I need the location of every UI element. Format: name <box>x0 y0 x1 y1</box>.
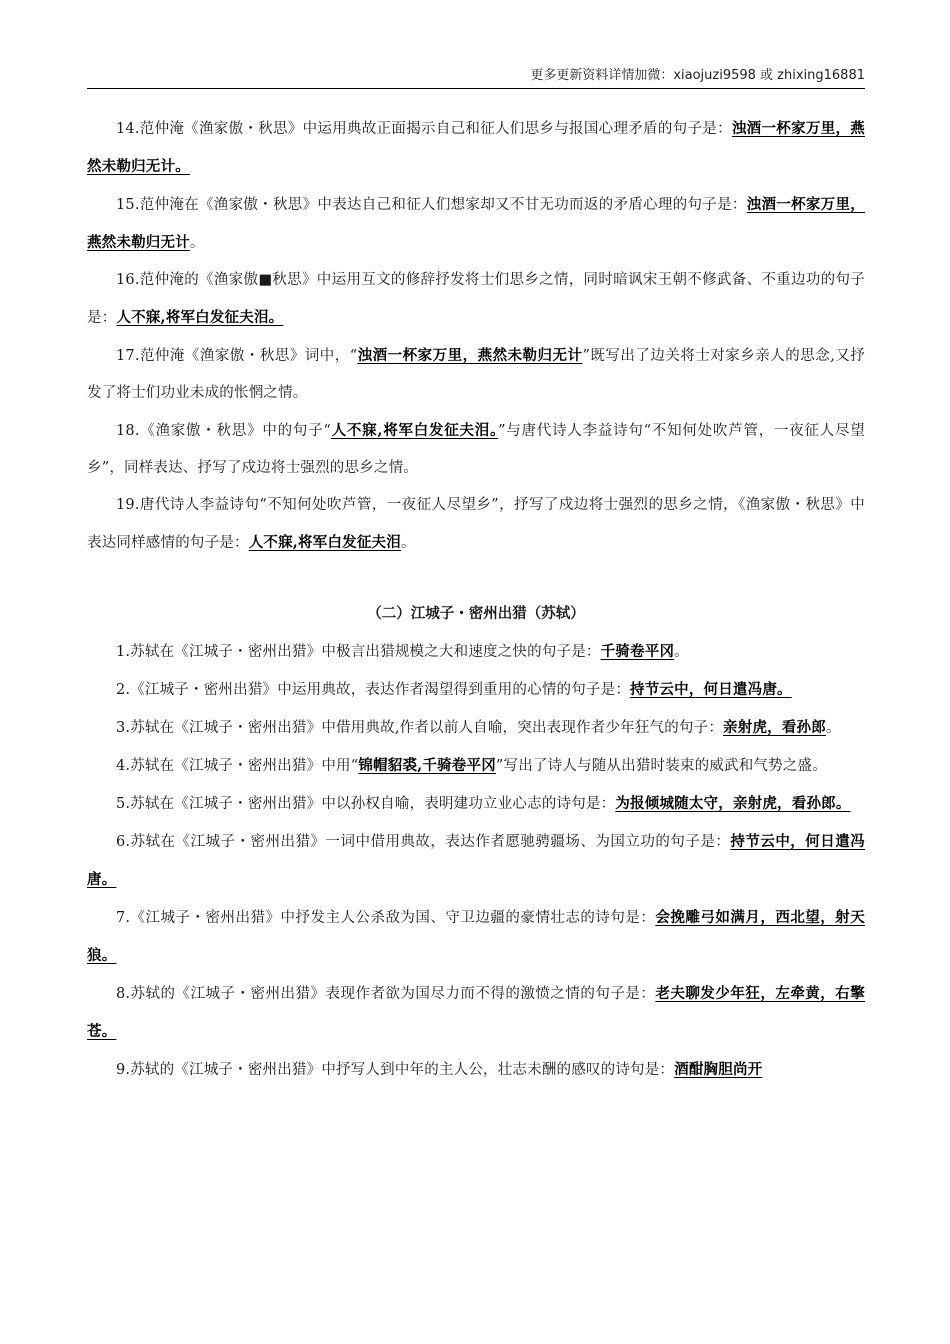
answer-text: 持节云中，何日遣冯唐。 <box>630 681 792 698</box>
question-item: 17.范仲淹《渔家傲・秋思》词中，“浊酒一杯家万里，燕然未勒归无计”既写出了边关将士对家乡亲人的思念,又抒发了将士们功业未成的怅惘之情。 <box>87 347 865 401</box>
header-contact-text: 更多更新资料详情加微：xiaojuzi9598 或 zhixing16881 <box>530 68 865 83</box>
answer-text: 人不寐,将军白发征夫泪 <box>248 534 401 551</box>
answer-text: 人不寐,将军白发征夫泪。 <box>116 309 284 326</box>
question-item: 14.范仲淹《渔家傲・秋思》中运用典故正面揭示自己和征人们思乡与报国心理矛盾的句子是：浊酒一杯家万里，燕然未勒归无计。 <box>87 120 865 175</box>
question-item: 7.《江城子・密州出猎》中抒发主人公杀敌为国、守卫边疆的豪情壮志的诗句是：会挽雕弓如满月，西北望，射天狼。 <box>87 909 865 964</box>
answer-text: 酒酣胸胆尚开 <box>674 1061 763 1078</box>
section-jiangchengzi <box>87 596 865 1089</box>
answer-text: 持节云中，何日遣冯唐。 <box>87 833 865 888</box>
question-item: 4.苏轼在《江城子・密州出猎》中用“锦帽貂裘,千骑卷平冈”写出了诗人与随从出猎时装束的威武和气势之盛。 <box>116 757 827 774</box>
answer-text: 浊酒一杯家万里，燕然未勒归无计 <box>87 196 865 251</box>
section-fan-zhongyan <box>87 110 865 562</box>
question-item: 18.《渔家傲・秋思》中的句子“人不寐,将军白发征夫泪。”与唐代诗人李益诗句“不知何处吹芦管，一夜征人尽望乡”，同样表达、抒写了戍边将士强烈的思乡之情。 <box>87 422 865 476</box>
question-item: 1.苏轼在《江城子・密州出猎》中极言出猎规模之大和速度之快的句子是：千骑卷平冈。 <box>116 643 689 660</box>
answer-text: 千骑卷平冈 <box>600 643 675 660</box>
answer-text: 人不寐,将军白发征夫泪。 <box>331 422 499 439</box>
answer-text: 浊酒一杯家万里，燕然未勒归无计。 <box>87 120 865 175</box>
answer-text: 亲射虎，看孙郎 <box>723 719 826 736</box>
question-item: 15.范仲淹在《渔家傲・秋思》中表达自己和征人们想家却又不甘无功而返的矛盾心理的句子是：浊酒一杯家万里，燕然未勒归无计。 <box>87 196 865 251</box>
question-item: 16.范仲淹的《渔家傲■秋思》中运用互文的修辞抒发将士们思乡之情，同时暗讽宋王朝不修武备、不重边功的句子是：人不寐,将军白发征夫泪。 <box>87 272 865 326</box>
question-item: 19.唐代诗人李益诗句“不知何处吹芦管，一夜征人尽望乡”，抒写了戍边将士强烈的思乡之情，《渔家傲・秋思》中表达同样感情的句子是：人不寐,将军白发征夫泪。 <box>87 497 865 551</box>
page-header <box>87 66 865 89</box>
answer-text: 浊酒一杯家万里，燕然未勒归无计 <box>357 347 583 364</box>
question-item: 5.苏轼在《江城子・密州出猎》中以孙权自喻，表明建功立业心志的诗句是：为报倾城随太守，亲射虎，看孙郎。 <box>116 795 851 812</box>
question-item: 8.苏轼的《江城子・密州出猎》表现作者欲为国尽力而不得的激愤之情的句子是：老夫聊发少年狂，左牵黄，右擎苍。 <box>87 985 865 1040</box>
question-item: 9.苏轼的《江城子・密州出猎》中抒写人到中年的主人公，壮志未酬的感叹的诗句是：酒酣胸胆尚开 <box>116 1061 763 1078</box>
answer-text: 锦帽貂裘,千骑卷平冈 <box>358 757 496 774</box>
question-item: 2.《江城子・密州出猎》中运用典故，表达作者渴望得到重用的心情的句子是：持节云中，何日遣冯唐。 <box>116 681 792 698</box>
question-item: 3.苏轼在《江城子・密州出猎》中借用典故,作者以前人自喻，突出表现作者少年狂气的句子：亲射虎，看孙郎。 <box>116 719 841 736</box>
answer-text: 老夫聊发少年狂，左牵黄，右擎苍。 <box>87 985 865 1040</box>
question-item: 6.苏轼在《江城子・密州出猎》一词中借用典故，表达作者愿驰骋疆场、为国立功的句子是：持节云中，何日遣冯唐。 <box>87 833 865 888</box>
section-gap <box>87 562 865 596</box>
answer-text: 会挽雕弓如满月，西北望，射天狼。 <box>87 909 865 964</box>
document-body <box>87 110 865 1089</box>
section-title: （二）江城子・密州出猎（苏轼） <box>367 606 585 622</box>
answer-text: 为报倾城随太守，亲射虎，看孙郎。 <box>615 795 851 812</box>
